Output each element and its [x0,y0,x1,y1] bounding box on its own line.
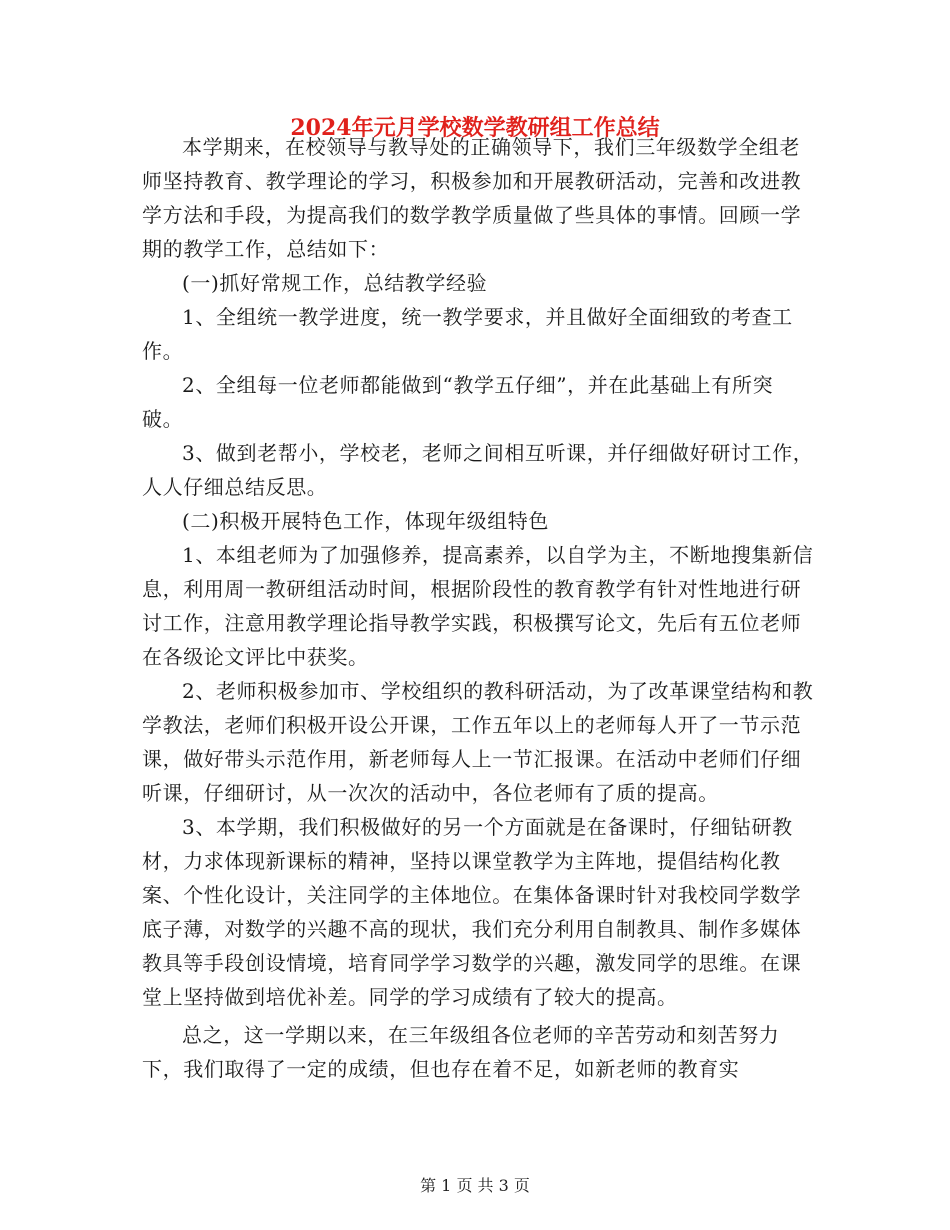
paragraph-item: 3、做到老帮小，学校老，老师之间相互听课，并仔细做好研讨工作，人人仔细总结反思。 [142,441,814,499]
section-heading-2: (二)积极开展特色工作，体现年级组特色 [182,509,550,533]
paragraph-item: 1、本组老师为了加强修养，提高素养，以自学为主，不断地搜集新信息，利用周一教研组活动时间，根据阶段性的教育教学有针对性地进行研讨工作，注意用教学理论指导教学实践，积极撰写论文，先后有五位老师在各级论文评比中获奖。 [142,543,814,669]
section-heading-1: (一)抓好常规工作，总结教学经验 [182,271,488,295]
paragraph-item: 2、老师积极参加市、学校组织的教科研活动，为了改革课堂结构和教学教法，老师们积极开设公开课，工作五年以上的老师每人开了一节示范课，做好带头示范作用，新老师每人上一节汇报课。在活动中老师们仔细听课，仔细研讨，从一次次的活动中，各位老师有了质的提高。 [142,679,814,805]
document-title: 2024年元月学校数学教研组工作总结 [290,115,660,141]
paragraph-item: 2、全组每一位老师都能做到“教学五仔细”，并在此基础上有所突破。 [142,373,774,431]
paragraph-item: 3、本学期，我们积极做好的另一个方面就是在备课时，仔细钻研教材，力求体现新课标的精神，坚持以课堂教学为主阵地，提倡结构化教案、个性化设计，关注同学的主体地位。在集体备课时针对我校同学数学底子薄，对数学的兴趣不高的现状，我们充分利用自制教具、制作多媒体教具等手段创设情境，培育同学学习数学的兴趣，激发同学的思维。在课堂上坚持做到培优补差。同学的学习成绩有了较大的提高。 [142,815,802,1009]
paragraph-intro: 本学期来，在校领导与教导处的正确领导下，我们三年级数学全组老师坚持教育、教学理论的学习，积极参加和开展教研活动，完善和改进教学方法和手段，为提高我们的数学教学质量做了些具体的事情。回顾一学期的教学工作，总结如下： [142,135,802,261]
paragraph-summary: 总之，这一学期以来，在三年级组各位老师的辛苦劳动和刻苦努力下，我们取得了一定的成绩，但也存在着不足，如新老师的教育实 [142,1023,780,1081]
document-body [142,130,814,1086]
paragraph-item: 1、全组统一教学进度，统一教学要求，并且做好全面细致的考查工作。 [142,305,793,363]
page-footer: 第 1 页 共 3 页 [420,1176,530,1195]
